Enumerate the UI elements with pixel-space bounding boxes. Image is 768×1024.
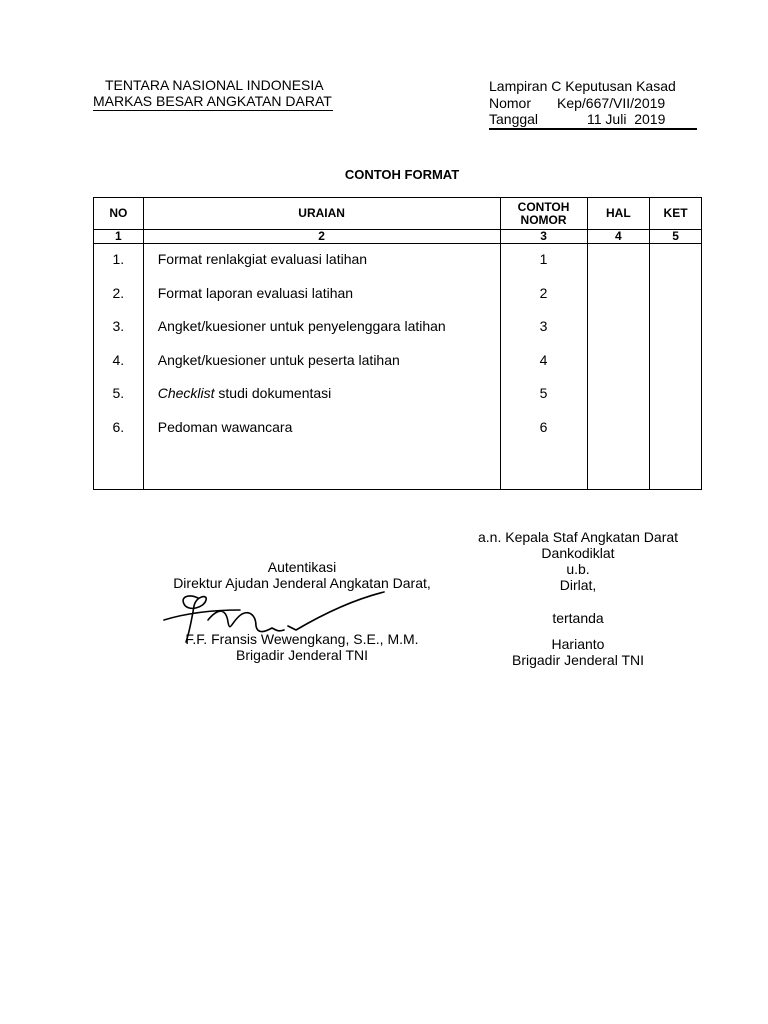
attachment-reference: Lampiran C Keputusan Kasad (489, 78, 676, 94)
header-hal: HAL (587, 198, 649, 230)
auth-rank: Brigadir Jenderal TNI (235, 647, 369, 663)
kasad-rank: Brigadir Jenderal TNI (511, 652, 645, 668)
auth-position: Direktur Ajudan Jenderal Angkatan Darat, (173, 575, 431, 591)
row-uraian (151, 385, 500, 419)
reference-date (489, 111, 697, 130)
kasad-dankodiklat: Dankodiklat (541, 545, 615, 561)
row-no: 6. (112, 418, 125, 435)
reference-number (489, 95, 665, 111)
nomor-value: Kep/667/VII/2019 (557, 95, 666, 111)
org-subunit: MARKAS BESAR ANGKATAN DARAT (93, 93, 332, 109)
uraian-column (143, 244, 500, 490)
kasad-signed: tertanda (552, 610, 604, 626)
nomor-label: Nomor (489, 95, 532, 111)
kasad-dirlat: Dirlat, (559, 577, 597, 593)
contoh-column (500, 244, 587, 490)
kasad-signature-block (478, 529, 678, 668)
row-uraian: Pedoman wawancara (157, 418, 293, 435)
row-contoh: 1 (539, 251, 548, 267)
table-body-row (94, 244, 702, 490)
ket-column (650, 244, 702, 490)
header-no: NO (94, 198, 144, 230)
tanggal-label: Tanggal (489, 111, 539, 127)
spacer (478, 593, 678, 610)
authentication-block (142, 559, 462, 663)
checklist-rest: studi dokumentasi (214, 385, 332, 402)
kasad-ub: u.b. (566, 561, 590, 577)
col-number-4: 4 (587, 230, 649, 244)
signature-space (142, 591, 462, 631)
row-contoh: 3 (539, 318, 548, 335)
auth-name: F.F. Fransis Wewengkang, S.E., M.M. (185, 631, 419, 647)
row-no: 5. (112, 385, 125, 402)
header-uraian: URAIAN (143, 198, 500, 230)
row-no: 2. (112, 284, 125, 301)
checklist-italic: Checklist (157, 385, 215, 402)
col-number-2: 2 (143, 230, 500, 244)
row-no: 3. (112, 318, 125, 335)
row-no: 4. (112, 351, 125, 368)
row-contoh: 2 (539, 284, 548, 301)
auth-title: Autentikasi (267, 559, 337, 575)
table-header-row (94, 198, 702, 230)
row-no: 1. (112, 251, 125, 267)
col-number-3: 3 (500, 230, 587, 244)
header-contoh-nomor: CONTOH NOMOR (500, 198, 587, 230)
header-ket: KET (650, 198, 702, 230)
format-table (93, 197, 702, 490)
column-number-row (94, 230, 702, 244)
col-number-5: 5 (650, 230, 702, 244)
row-uraian: Angket/kuesioner untuk peserta latihan (157, 351, 400, 368)
col-number-1: 1 (94, 230, 144, 244)
tanggal-value: 11 Juli 2019 (587, 111, 666, 127)
row-contoh: 6 (539, 418, 548, 435)
row-uraian: Angket/kuesioner untuk penyelenggara latihan (157, 318, 446, 335)
hal-column (587, 244, 649, 490)
row-uraian: Format renlakgiat evaluasi latihan (157, 251, 368, 267)
row-contoh: 5 (539, 385, 548, 402)
document-title: CONTOH FORMAT (344, 167, 460, 182)
spacer (478, 626, 678, 636)
row-uraian: Format laporan evaluasi latihan (157, 284, 354, 301)
kasad-on-behalf: a.n. Kepala Staf Angkatan Darat (478, 529, 679, 545)
org-name: TENTARA NASIONAL INDONESIA (105, 77, 324, 93)
kasad-name: Harianto (551, 636, 605, 652)
row-contoh: 4 (539, 351, 548, 368)
no-column (94, 244, 144, 490)
